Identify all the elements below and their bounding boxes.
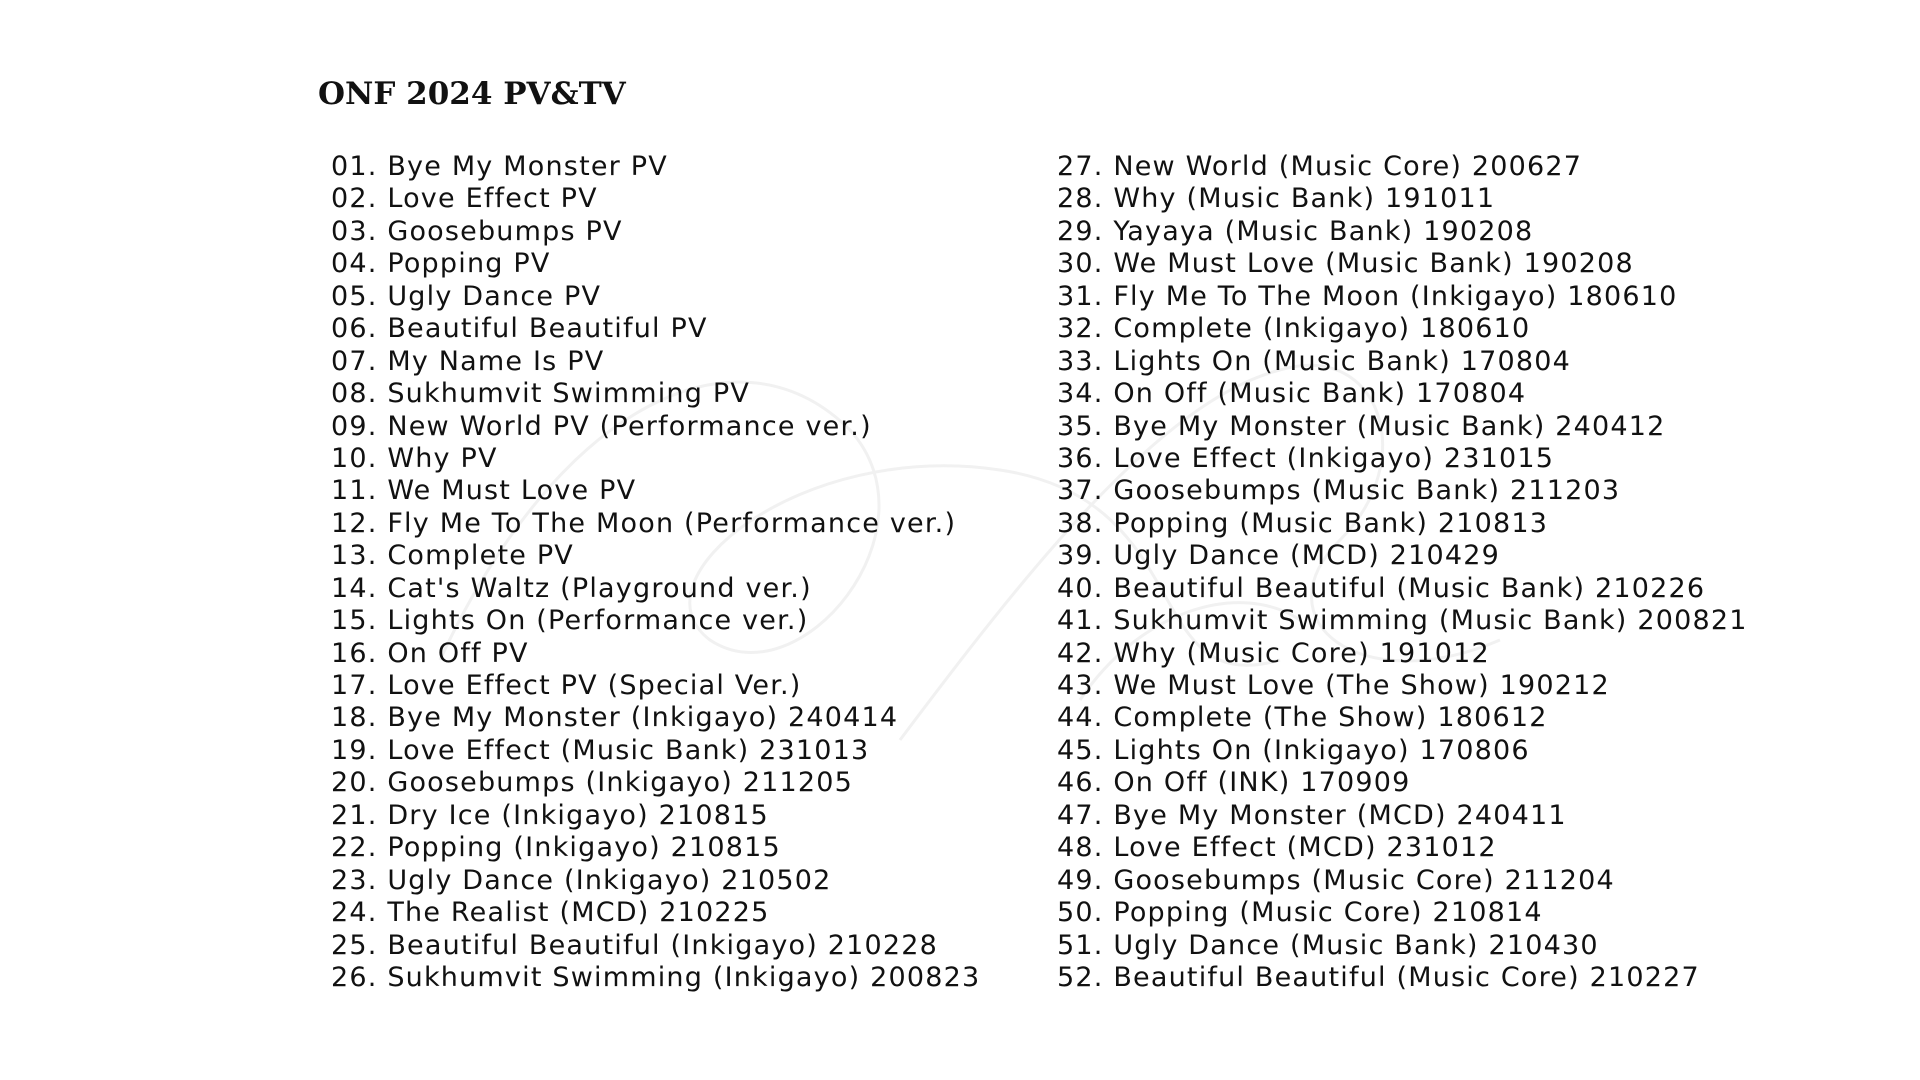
track-list-left (331, 151, 980, 994)
list-item: 42. Why (Music Core) 191012 (1057, 637, 1490, 669)
list-item: 46. On Off (INK) 170909 (1057, 767, 1411, 799)
list-item: 39. Ugly Dance (MCD) 210429 (1057, 540, 1501, 572)
list-item: 05. Ugly Dance PV (331, 280, 602, 312)
list-item: 24. The Realist (MCD) 210225 (331, 897, 770, 929)
list-item: 14. Cat's Waltz (Playground ver.) (331, 572, 812, 604)
list-item: 34. On Off (Music Bank) 170804 (1057, 378, 1527, 410)
list-item: 20. Goosebumps (Inkigayo) 211205 (331, 767, 854, 799)
list-item: 16. On Off PV (331, 637, 529, 669)
list-item: 52. Beautiful Beautiful (Music Core) 210227 (1057, 961, 1700, 993)
page-title: ONF 2024 PV&TV (318, 76, 626, 112)
list-item: 50. Popping (Music Core) 210814 (1057, 897, 1543, 929)
list-item: 15. Lights On (Performance ver.) (331, 605, 809, 637)
list-item: 27. New World (Music Core) 200627 (1057, 151, 1583, 182)
list-item: 38. Popping (Music Bank) 210813 (1057, 507, 1549, 539)
track-list-right (1057, 151, 1748, 994)
list-item: 04. Popping PV (331, 248, 551, 280)
list-item: 13. Complete PV (331, 540, 574, 572)
list-item: 32. Complete (Inkigayo) 180610 (1057, 313, 1531, 345)
list-item: 12. Fly Me To The Moon (Performance ver.) (331, 507, 957, 539)
list-item: 23. Ugly Dance (Inkigayo) 210502 (331, 864, 832, 896)
list-item: 02. Love Effect PV (331, 183, 598, 215)
list-item: 18. Bye My Monster (Inkigayo) 240414 (331, 702, 899, 734)
list-item: 08. Sukhumvit Swimming PV (331, 378, 750, 410)
list-item: 45. Lights On (Inkigayo) 170806 (1057, 734, 1530, 766)
list-item: 28. Why (Music Bank) 191011 (1057, 183, 1496, 215)
list-item: 19. Love Effect (Music Bank) 231013 (331, 734, 870, 766)
list-item: 51. Ugly Dance (Music Bank) 210430 (1057, 929, 1599, 961)
list-item: 35. Bye My Monster (Music Bank) 240412 (1057, 410, 1666, 442)
list-item: 37. Goosebumps (Music Bank) 211203 (1057, 475, 1621, 507)
list-item: 48. Love Effect (MCD) 231012 (1057, 832, 1497, 864)
list-item: 22. Popping (Inkigayo) 210815 (331, 832, 781, 864)
list-item: 17. Love Effect PV (Special Ver.) (331, 670, 802, 701)
list-item: 44. Complete (The Show) 180612 (1057, 702, 1548, 734)
list-item: 43. We Must Love (The Show) 190212 (1057, 670, 1610, 701)
list-item: 49. Goosebumps (Music Core) 211204 (1057, 864, 1615, 896)
list-item: 25. Beautiful Beautiful (Inkigayo) 210228 (331, 929, 938, 961)
list-item: 06. Beautiful Beautiful PV (331, 313, 708, 345)
list-item: 33. Lights On (Music Bank) 170804 (1057, 345, 1572, 377)
list-item: 26. Sukhumvit Swimming (Inkigayo) 200823 (331, 961, 981, 993)
list-item: 01. Bye My Monster PV (331, 151, 668, 182)
list-item: 21. Dry Ice (Inkigayo) 210815 (331, 799, 769, 831)
list-item: 47. Bye My Monster (MCD) 240411 (1057, 799, 1567, 831)
list-item: 36. Love Effect (Inkigayo) 231015 (1057, 442, 1555, 474)
list-item: 29. Yayaya (Music Bank) 190208 (1057, 215, 1534, 247)
list-item: 03. Goosebumps PV (331, 215, 623, 247)
list-item: 30. We Must Love (Music Bank) 190208 (1057, 248, 1634, 280)
list-item: 09. New World PV (Performance ver.) (331, 410, 872, 442)
list-item: 31. Fly Me To The Moon (Inkigayo) 180610 (1057, 280, 1678, 312)
list-item: 11. We Must Love PV (331, 475, 637, 507)
list-item: 10. Why PV (331, 442, 498, 474)
list-item: 07. My Name Is PV (331, 345, 605, 377)
list-item: 41. Sukhumvit Swimming (Music Bank) 200821 (1057, 605, 1748, 637)
list-item: 40. Beautiful Beautiful (Music Bank) 210226 (1057, 572, 1706, 604)
